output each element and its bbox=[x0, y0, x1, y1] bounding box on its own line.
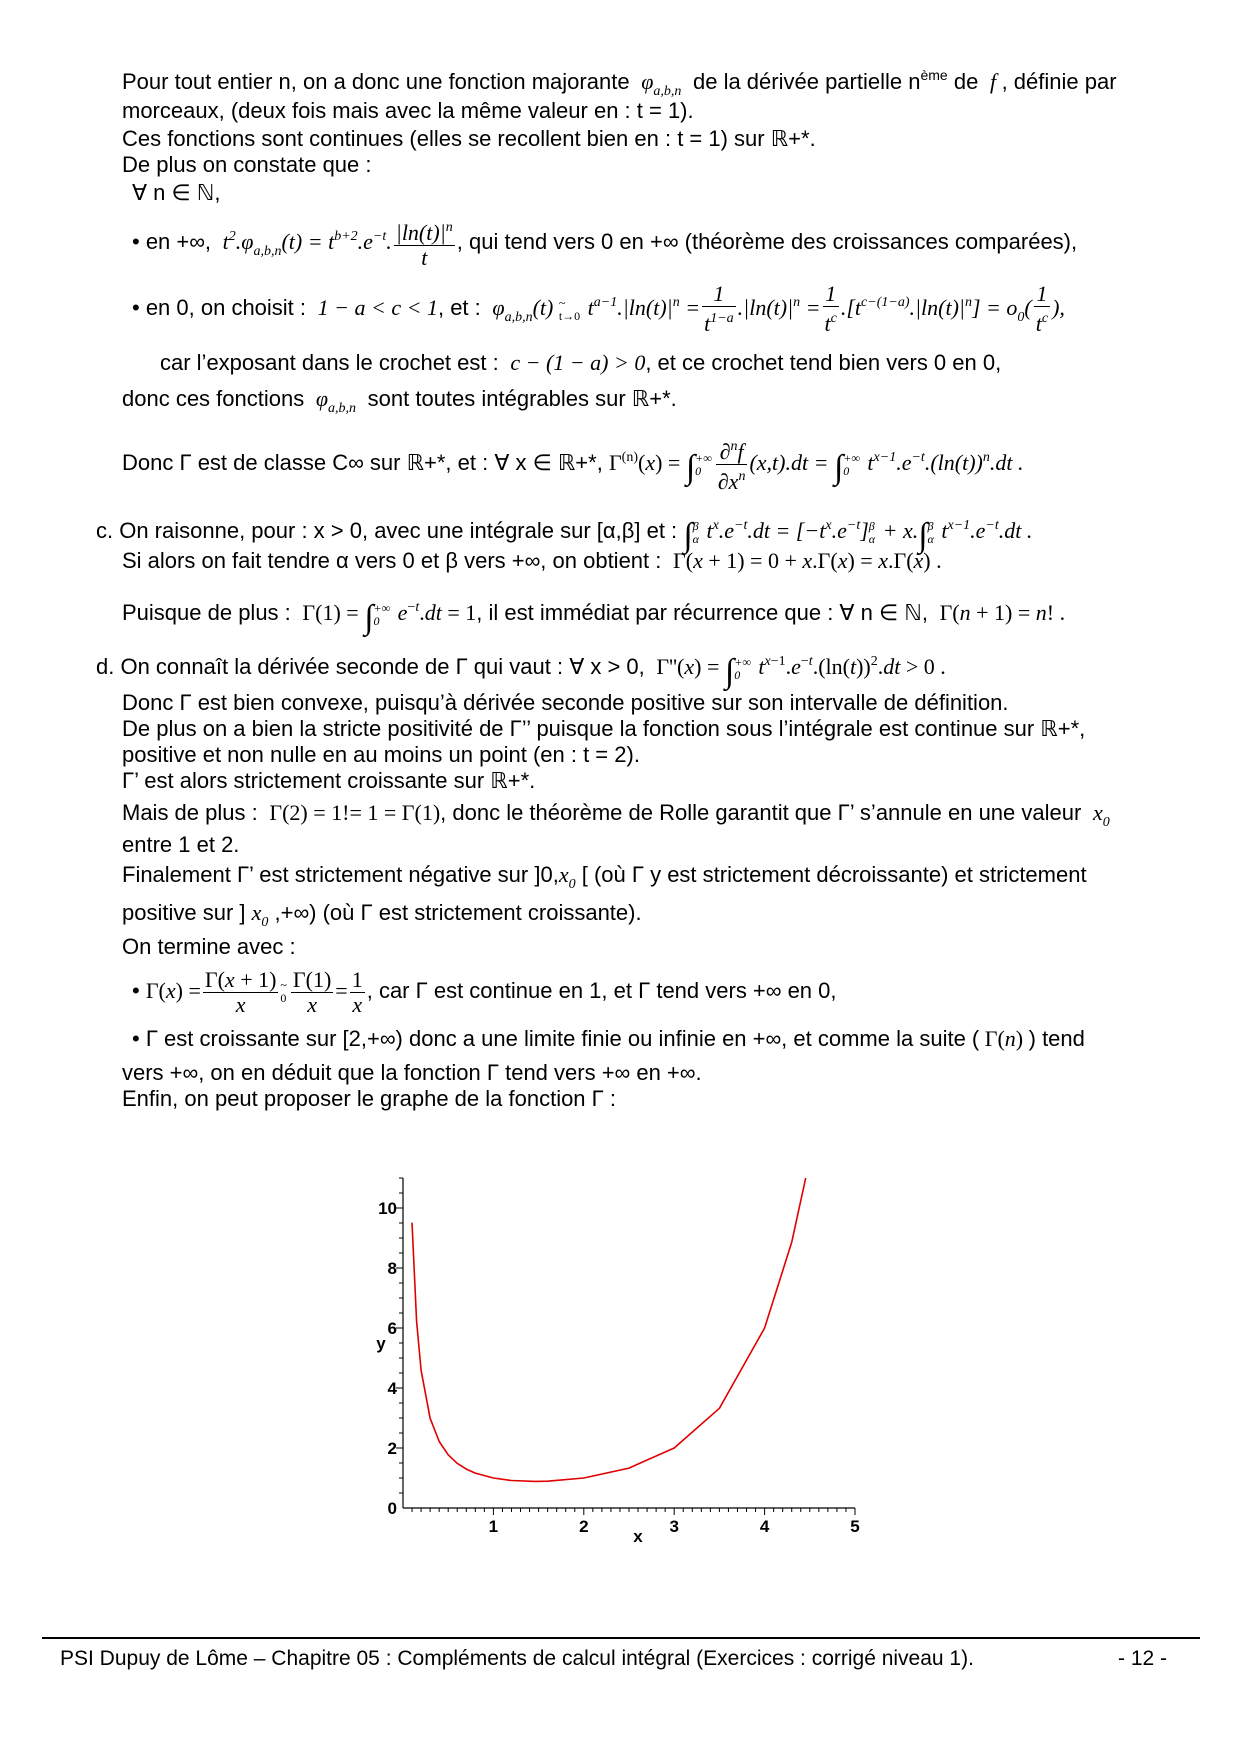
math-fraction: $\frac{\Gamma(x + 1)}{x}$ bbox=[204, 966, 277, 1017]
math-fraction: $\frac{\partial^nf}{\partial x^n}$ bbox=[716, 435, 748, 494]
text: , et : bbox=[437, 295, 481, 320]
y-tick-label: 0 bbox=[387, 1499, 397, 1518]
chart-series bbox=[412, 1178, 806, 1481]
math-formula: Γ(n) bbox=[979, 1026, 1029, 1051]
paragraph-line: Γ’ est alors strictement croissante sur ℝ+*. bbox=[122, 768, 536, 793]
math-formula: (x,t).dt = ∫ +∞ 0 $t^{x-1}.e^{-t}.(\ln(t))^n.dt$ . bbox=[749, 449, 1024, 486]
paragraph-line: • Γ(x) = $\frac{\Gamma(x + 1)}{x}$ ~ 0 $\frac{\Gamma(1)}{x}$ = $\frac{1}{x}$ , car Γ est continue en 1, et Γ tend vers +∞ en 0, bbox=[132, 966, 837, 1017]
text: , il est immédiat par récurrence que : ∀ n ∈ ℕ, bbox=[476, 600, 928, 625]
paragraph-line bbox=[96, 642, 946, 692]
text: Mais de plus : bbox=[122, 800, 258, 825]
paragraph-line: positive et non nulle en au moins un point (en : t = 2). bbox=[122, 742, 640, 767]
math-phi: $\varphi_{a,b,n}$ bbox=[310, 386, 357, 416]
gamma-curve bbox=[412, 1178, 806, 1481]
math-fraction: $\frac{|\ln(t)|^n}{t}$ bbox=[394, 216, 455, 270]
text: ,+∞) (où Γ est strictement croissante). bbox=[274, 900, 642, 925]
math-formula: $.[t^{c-(1-a)}.|\ln(t)|^n] = o_0$( bbox=[840, 295, 1032, 325]
footer-divider bbox=[42, 1637, 1200, 1639]
paragraph-line bbox=[132, 278, 1065, 343]
text: , définie par bbox=[1001, 69, 1117, 94]
paragraph-line: De plus on constate que : bbox=[122, 152, 372, 177]
math-formula: Γ(x) = bbox=[145, 978, 201, 1003]
x-tick-label: 1 bbox=[488, 1517, 499, 1536]
text: positive sur ] bbox=[122, 900, 246, 925]
math-formula: c − (1 − a) > 0 bbox=[504, 350, 646, 375]
paragraph-line bbox=[122, 900, 642, 936]
y-axis-label: y bbox=[376, 1334, 386, 1353]
page-number: - 12 - bbox=[1118, 1647, 1168, 1670]
text: Donc Γ est de classe C∞ sur ℝ+*, et : ∀ x ∈ ℝ+*, bbox=[122, 450, 603, 475]
math-formula: $.|\ln(t)|^n$ = bbox=[737, 295, 821, 320]
text: , et ce crochet tend bien vers 0 en 0, bbox=[645, 350, 1002, 375]
text: Finalement Γ’ est strictement négative sur ]0, bbox=[122, 862, 559, 887]
math-formula: Γ(n + 1) = n! . bbox=[934, 600, 1066, 625]
paragraph-line bbox=[160, 350, 1001, 376]
math-x0: $x_0$ bbox=[251, 900, 269, 930]
text: de la dérivée partielle n bbox=[692, 69, 921, 94]
y-tick-label: 2 bbox=[387, 1439, 397, 1458]
paragraph-line bbox=[122, 548, 942, 574]
footer-left: PSI Dupuy de Lôme – Chapitre 05 : Compléments de calcul intégral (Exercices : corrigé niveau 1). bbox=[60, 1647, 974, 1670]
text: car l’exposant dans le crochet est : bbox=[160, 350, 499, 375]
y-tick-label: 8 bbox=[387, 1259, 397, 1278]
text: de bbox=[953, 69, 979, 94]
math-formula: Γ(2) = 1!= 1 = Γ(1) bbox=[263, 800, 441, 825]
math-fraction: $\frac{1}{t^c}$ bbox=[1035, 281, 1049, 337]
math-formula: $t^2.\varphi_{a,b,n}(t) = t^{b+2}.e^{-t}$. bbox=[217, 229, 392, 259]
math-formula: ∫ β α $t^x.e^{-t}.dt = [-t^x.e^{-t}]$ β α + x.∫ β α $t^{x-1}.e^{-t}.dt$ . bbox=[683, 517, 1033, 554]
paragraph-line: vers +∞, on en déduit que la fonction Γ tend vers +∞ en +∞. bbox=[122, 1060, 702, 1085]
math-fraction: $\frac{1}{t^{1-a}}$ bbox=[704, 281, 734, 337]
math-formula: $\varphi_{a,b,n}(t)$ ~ t→0 $t^{a-1}.|\ln(t)|^n$ = bbox=[486, 295, 701, 325]
text: , car Γ est continue en 1, et Γ tend vers +∞ en 0, bbox=[366, 978, 837, 1003]
paragraph-line bbox=[122, 862, 1087, 898]
paragraph-line: entre 1 et 2. bbox=[122, 832, 240, 857]
math-formula: Γ(1) = ∫ +∞ 0 $e^{-t}.dt = 1$ bbox=[296, 599, 477, 636]
math-f: f bbox=[984, 69, 1002, 94]
paragraph-line bbox=[132, 212, 1077, 277]
text: donc ces fonctions bbox=[122, 386, 305, 411]
math-formula: Γ''(x) = ∫ +∞ 0 $t^{x-1}.e^{-t}.(\ln(t))^2.dt > 0$ . bbox=[650, 653, 946, 690]
math-formula: Γ(x + 1) = 0 + x.Γ(x) = x.Γ(x) . bbox=[667, 548, 942, 573]
math-x0: $x_0$ bbox=[1087, 800, 1110, 830]
x-tick-label: 4 bbox=[759, 1517, 770, 1536]
x-tick-label: 5 bbox=[850, 1517, 860, 1536]
paragraph-line bbox=[122, 386, 677, 422]
x-tick-label: 3 bbox=[669, 1517, 679, 1536]
math-fraction: $\frac{1}{t^c}$ bbox=[824, 281, 837, 337]
text: • en +∞, bbox=[132, 229, 212, 254]
text: ème bbox=[920, 67, 948, 83]
text: Pour tout entier n, on a donc une fonction majorante bbox=[122, 69, 630, 94]
math-fraction: $\frac{\Gamma(1)}{x}$ bbox=[292, 966, 332, 1017]
text: • en 0, on choisit : bbox=[132, 295, 307, 320]
math-formula: 1 − a < c < 1 bbox=[312, 295, 438, 320]
paragraph-line: Enfin, on peut proposer le graphe de la fonction Γ : bbox=[122, 1086, 617, 1111]
math-fraction: $\frac{1}{x}$ bbox=[351, 966, 363, 1017]
paragraph-line bbox=[122, 800, 1110, 836]
y-tick-label: 4 bbox=[387, 1379, 397, 1398]
bullet: • bbox=[132, 978, 140, 1003]
paragraph-line: On termine avec : bbox=[122, 934, 296, 959]
text: c. On raisonne, pour : x > 0, avec une intégrale sur [α,β] et : bbox=[96, 518, 678, 543]
text: , donc le théorème de Rolle garantit que Γ’ s’annule en une valeur bbox=[440, 800, 1082, 825]
chart-axes bbox=[403, 1178, 855, 1508]
math-phi: $\varphi_{a,b,n}$ bbox=[635, 69, 682, 99]
paragraph-line: ∀ n ∈ ℕ, bbox=[132, 180, 221, 205]
paragraph-line bbox=[122, 588, 1065, 638]
text: Puisque de plus : bbox=[122, 600, 291, 625]
paragraph-line: Donc Γ est bien convexe, puisqu’à dérivée seconde positive sur son intervalle de définition. bbox=[122, 690, 1009, 715]
math-x0: $x_0$ bbox=[558, 862, 576, 892]
paragraph-line bbox=[122, 430, 1023, 496]
text: , qui tend vers 0 en +∞ (théorème des croissances comparées), bbox=[456, 229, 1078, 254]
y-tick-label: 6 bbox=[387, 1319, 397, 1338]
paragraph-line bbox=[132, 1026, 1085, 1052]
text: d. On connaît la dérivée seconde de Γ qui vaut : ∀ x > 0, bbox=[96, 654, 645, 679]
paragraph-line: morceaux, (deux fois mais avec la même valeur en : t = 1). bbox=[122, 98, 694, 123]
text: Si alors on fait tendre α vers 0 et β vers +∞, on obtient : bbox=[122, 548, 662, 573]
paragraph-line: Ces fonctions sont continues (elles se recollent bien en : t = 1) sur ℝ+*. bbox=[122, 126, 816, 151]
x-axis-label: x bbox=[633, 1527, 643, 1545]
chart-ticks bbox=[378, 1178, 860, 1536]
text: sont toutes intégrables sur ℝ+*. bbox=[367, 386, 677, 411]
text: [ (où Γ y est strictement décroissante) et strictement bbox=[581, 862, 1087, 887]
text: ) tend bbox=[1028, 1026, 1085, 1051]
gamma-chart bbox=[358, 1145, 918, 1545]
text: • Γ est croissante sur [2,+∞) donc a une limite finie ou infinie en +∞, et comme la suite ( bbox=[132, 1026, 980, 1051]
math-formula: $\Gamma^{(n)}(x)$ = ∫ +∞ 0 bbox=[608, 449, 712, 486]
x-tick-label: 2 bbox=[579, 1517, 589, 1536]
y-tick-label: 10 bbox=[378, 1199, 397, 1218]
math-formula: ), bbox=[1052, 295, 1065, 320]
paragraph-line: De plus on a bien la stricte positivité de Γ’’ puisque la fonction sous l’intégrale est continue sur ℝ+*, bbox=[122, 716, 1086, 741]
